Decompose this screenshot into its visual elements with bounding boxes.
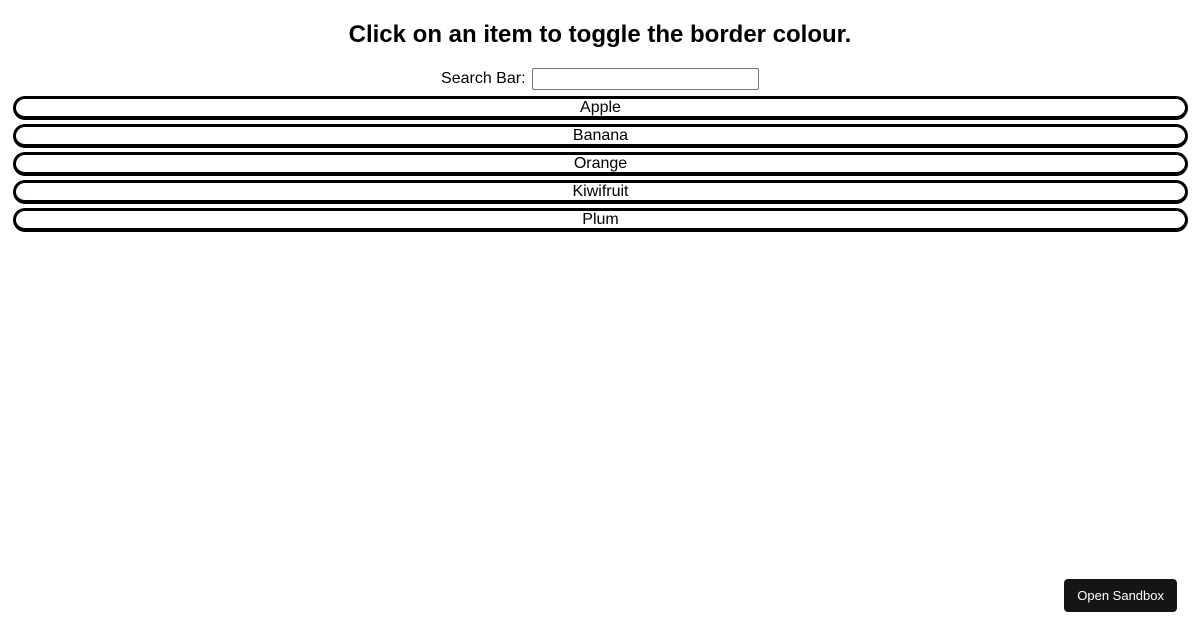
list-item-orange[interactable]: Orange: [13, 152, 1188, 176]
list-item-apple[interactable]: Apple: [13, 96, 1188, 120]
search-input[interactable]: [532, 68, 759, 90]
page-title: Click on an item to toggle the border colour.: [348, 21, 852, 48]
search-label: Search Bar:: [441, 70, 526, 87]
search-row: [0, 68, 1200, 90]
list-item-banana[interactable]: Banana: [13, 124, 1188, 148]
fruit-list: [13, 96, 1188, 236]
list-item-plum[interactable]: Plum: [13, 208, 1188, 232]
open-sandbox-button[interactable]: Open Sandbox: [1064, 579, 1177, 612]
list-item-kiwifruit[interactable]: Kiwifruit: [13, 180, 1188, 204]
